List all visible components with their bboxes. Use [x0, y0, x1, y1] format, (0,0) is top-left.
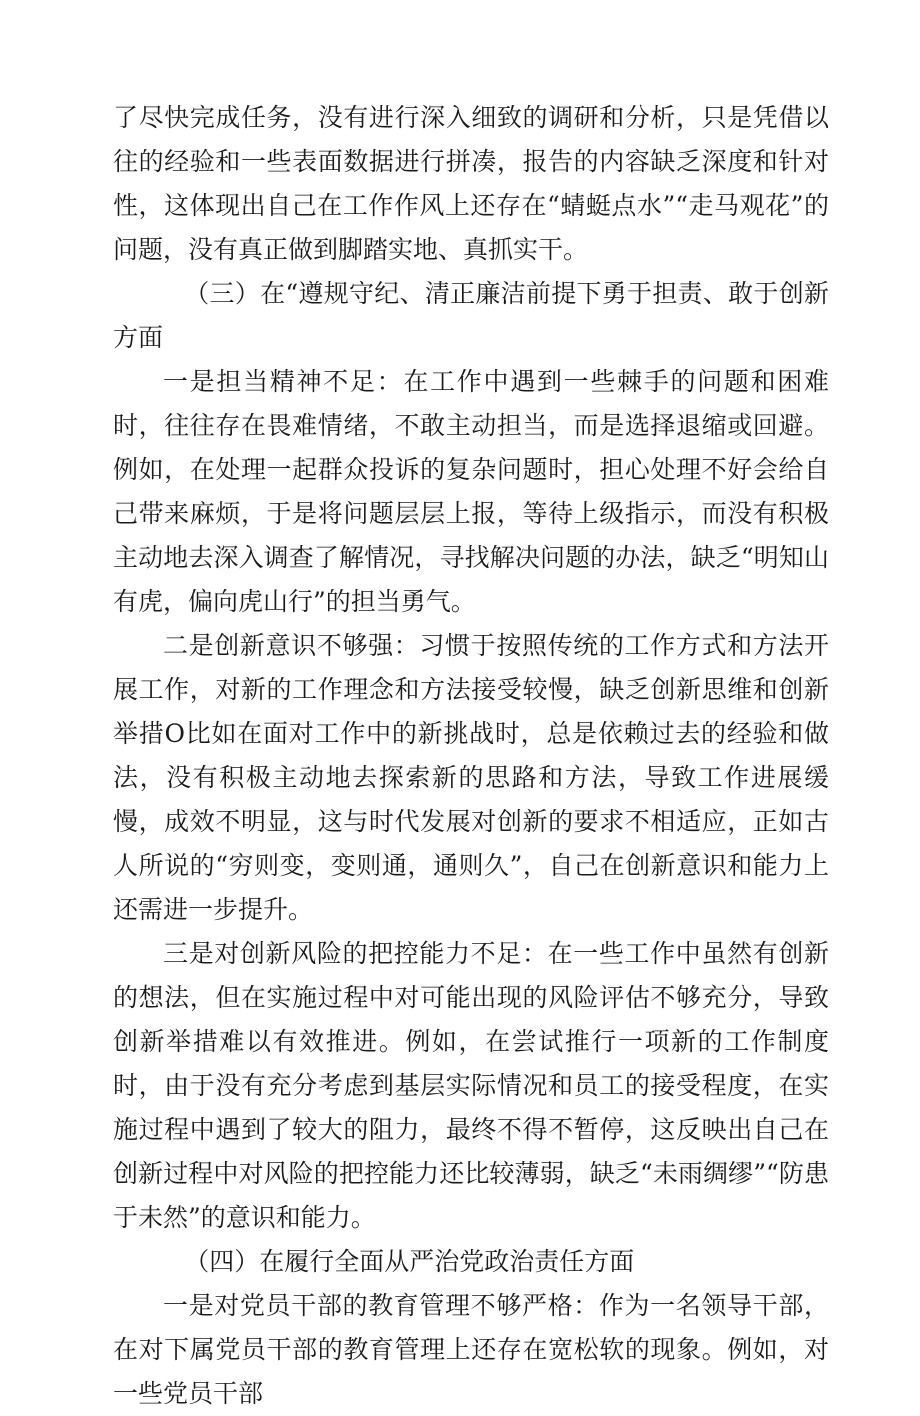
section-heading-3: （三）在“遵规守纪、清正廉洁前提下勇于担责、敢于创新方面: [113, 279, 829, 352]
document-body: [113, 96, 829, 1416]
paragraph-innovation-awareness: 二是创新意识不够强：习惯于按照传统的工作方式和方法开展工作，对新的工作理念和方法接受较慢，缺乏创新思维和创新举措O比如在面对工作中的新挑战时，总是依赖过去的经验和做法，没有积极主动地去探索新的思路和方法，导致工作进展缓慢，成效不明显，这与时代发展对创新的要求不相适应，正如古人所说的“穷则变，变则通，通则久”，自己在创新意识和能力上还需进一步提升。: [113, 631, 829, 924]
paragraph-innovation-risk: 三是对创新风险的把控能力不足：在一些工作中虽然有创新的想法，但在实施过程中对可能出现的风险评估不够充分，导致创新举措难以有效推进。例如，在尝试推行一项新的工作制度时，由于没有充分考虑到基层实际情况和员工的接受程度，在实施过程中遇到了较大的阻力，最终不得不暂停，这反映出自己在创新过程中对风险的把控能力还比较薄弱，缺乏“未雨绸缪”“防患于未然”的意识和能力。: [113, 939, 829, 1232]
paragraph-continuation: 了尽快完成任务，没有进行深入细致的调研和分析，只是凭借以往的经验和一些表面数据进行拼凑，报告的内容缺乏深度和针对性，这体现出自己在工作作风上还存在“蜻蜓点水”“走马观花”的问题，没有真正做到脚踏实地、真抓实干。: [113, 103, 829, 264]
paragraph-responsibility: 一是担当精神不足：在工作中遇到一些棘手的问题和困难时，往往存在畏难情绪，不敢主动担当，而是选择退缩或回避。例如，在处理一起群众投诉的复杂问题时，担心处理不好会给自己带来麻烦，于是将问题层层上报，等待上级指示，而没有积极主动地去深入调查了解情况，寻找解决问题的办法，缺乏“明知山有虎，偏向虎山行”的担当勇气。: [113, 367, 829, 616]
paragraph-party-education: 一是对党员干部的教育管理不够严格：作为一名领导干部，在对下属党员干部的教育管理上还存在宽松软的现象。例如，对一些党员干部: [113, 1291, 829, 1408]
section-heading-4: （四）在履行全面从严治党政治责任方面: [184, 1247, 635, 1276]
